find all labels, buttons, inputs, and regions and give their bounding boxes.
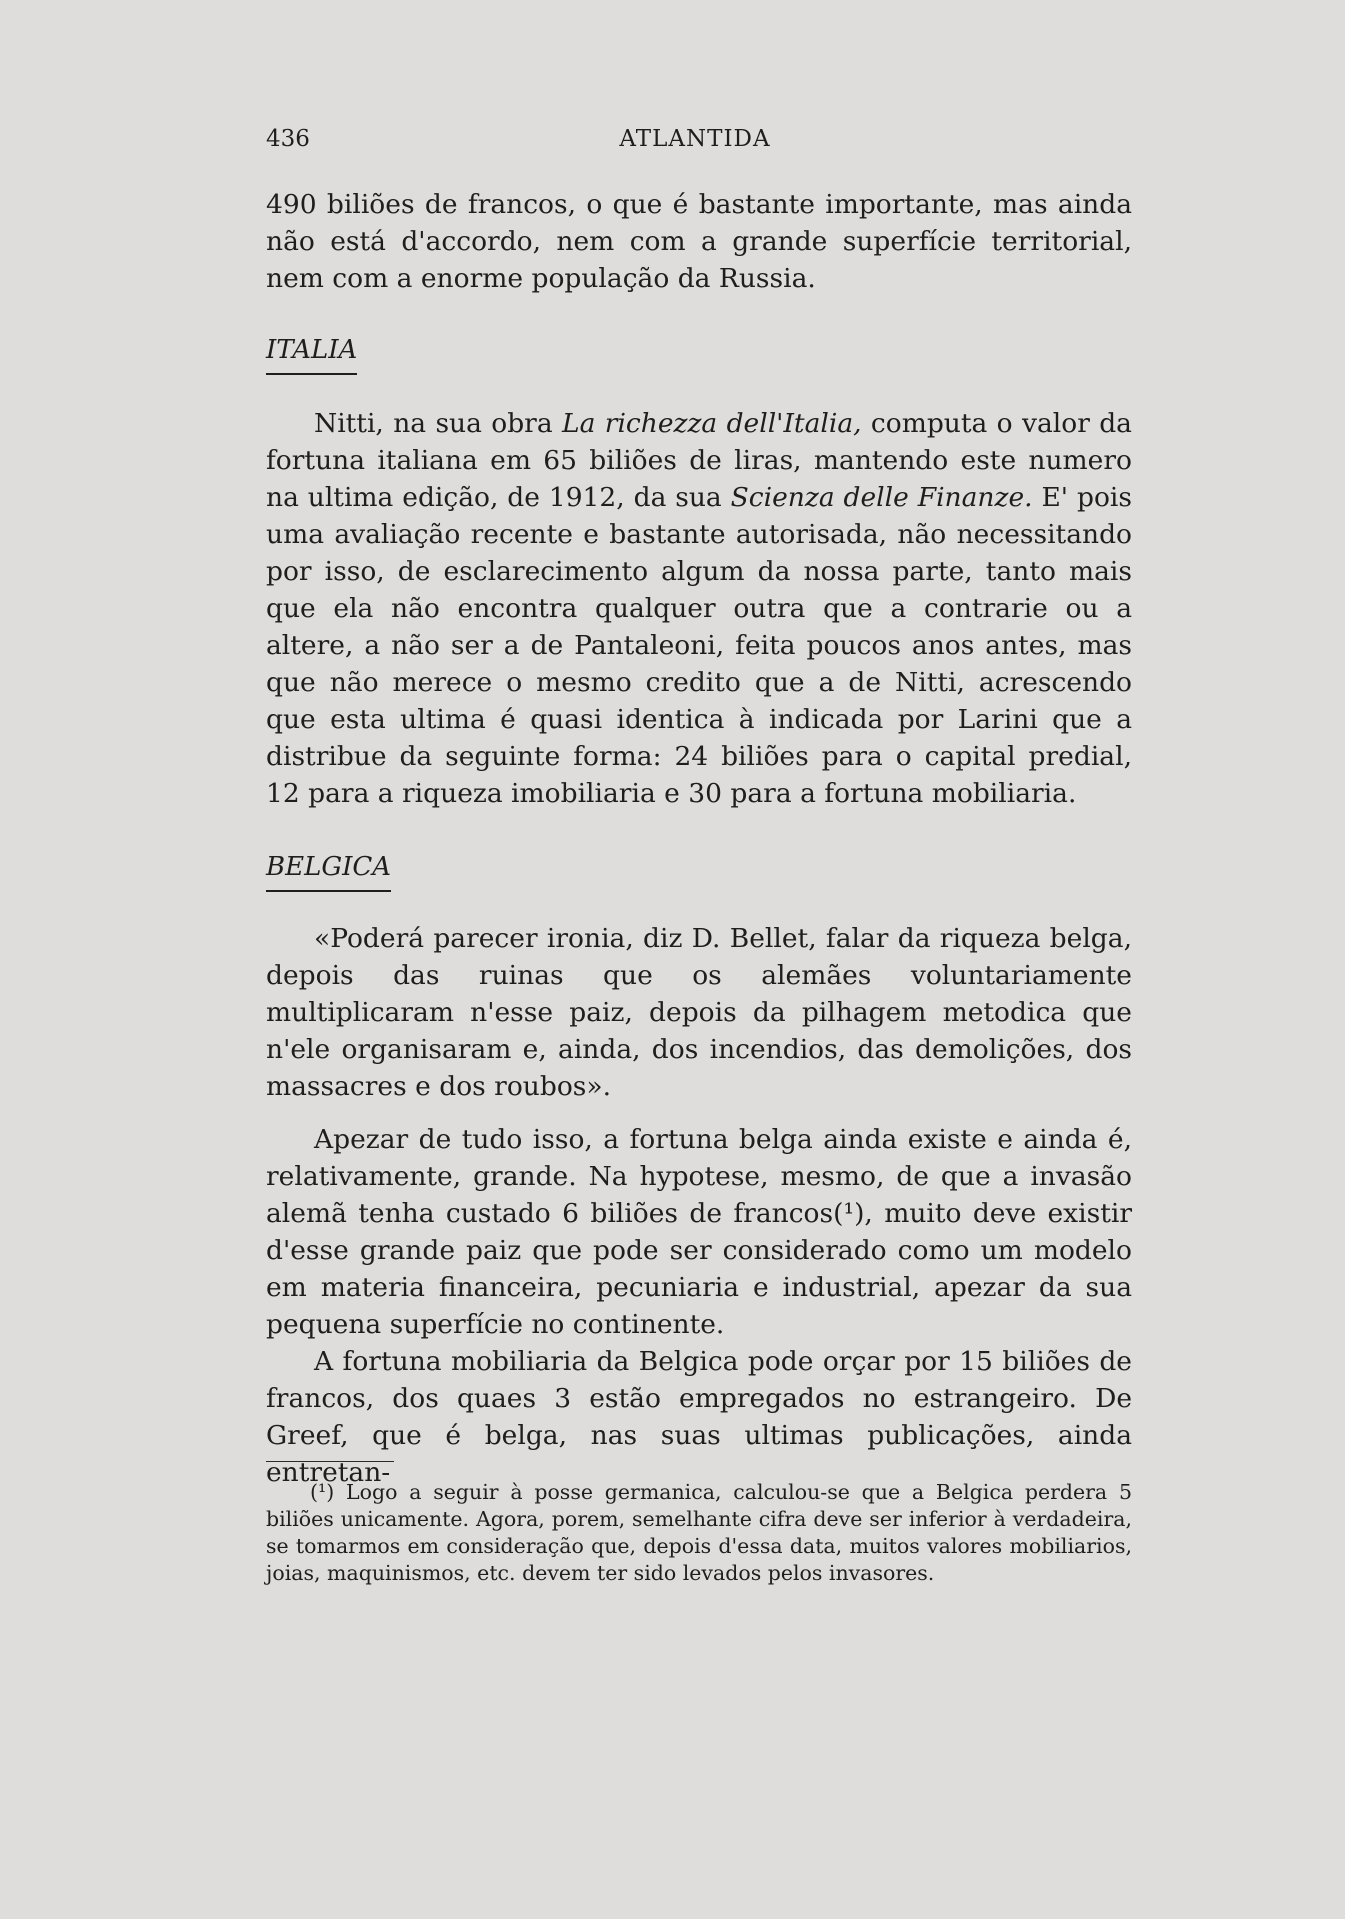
paragraph-fortuna-mobiliaria: A fortuna mobiliaria da Belgica pode orçar por 15 biliões de francos, dos quaes 3 estão empregados no estrangeiro. De Greef, que é belga, nas suas ultimas publicações, ainda entretan- <box>266 1346 1132 1488</box>
book-title-richezza: La richezza dell'Italia, <box>562 408 862 439</box>
book-title-scienza: Scienza delle Finanze. <box>730 482 1033 513</box>
page-header <box>266 126 1124 162</box>
section-heading-belgica: BELGICA <box>266 849 391 892</box>
paragraph-nitti-part-b: computa o valor da fortuna italiana em 65 biliões de liras, mantendo este numero na ultima edição, de 1912, da sua <box>266 408 1132 513</box>
section-belgica <box>266 848 1132 892</box>
paragraph-fortuna-belga: Apezar de tudo isso, a fortuna belga ainda existe e ainda é, relativamente, grande. Na hypotese, mesmo, de que a invasão alemã tenha custado 6 biliões de francos(¹), muito deve existir d'esse grande paiz que pode ser considerado como um modelo em materia financeira, pecuniaria e industrial, apezar da sua pequena superfície no continente. <box>266 1124 1132 1340</box>
section-heading-italia: ITALIA <box>266 332 357 375</box>
footnote-1: (¹) Logo a seguir à posse germanica, calculou-se que a Belgica perdera 5 biliões unicamente. Agora, porem, semelhante cifra deve ser inferior à verdadeira, se tomarmos em consideração que, depois d'essa data, muitos valores mobiliarios, joias, maquinismos, etc. devem ter sido levados pelos invasores. <box>266 1480 1132 1585</box>
page-number: 436 <box>266 126 310 152</box>
section-italia <box>266 331 1132 375</box>
paragraph-nitti-part-a: Nitti, na sua obra <box>314 408 563 439</box>
paragraph-nitti <box>266 405 1132 812</box>
paragraph-russia-conclusion: 490 biliões de francos, o que é bastante importante, mas ainda não está d'accordo, nem com a grande superfície territorial, nem com a enorme população da Russia. <box>266 189 1132 294</box>
running-title: ATLANTIDA <box>619 126 771 152</box>
paragraph-bellet-quote: «Poderá parecer ironia, diz D. Bellet, falar da riqueza belga, depois das ruinas que os alemães voluntariamente multiplicaram n'esse paiz, depois da pilhagem metodica que n'ele organisaram e, ainda, dos incendios, das demolições, dos massacres e dos roubos». <box>266 923 1132 1102</box>
footnote-divider <box>266 1461 394 1462</box>
body-text <box>266 186 1132 1491</box>
paragraph-nitti-part-c: E' pois uma avaliação recente e bastante autorisada, não necessitando por isso, de esclarecimento algum da nossa parte, tanto mais que ela não encontra qualquer outra que a contrarie ou a altere, a não ser a de Pantaleoni, feita poucos anos antes, mas que não merece o mesmo credito que a de Nitti, acrescendo que esta ultima é quasi identica à indicada por Larini que a distribue da seguinte forma: 24 biliões para o capital predial, 12 para a riqueza imobiliaria e 30 para a fortuna mobiliaria. <box>266 482 1132 809</box>
footnotes <box>266 1479 1132 1587</box>
